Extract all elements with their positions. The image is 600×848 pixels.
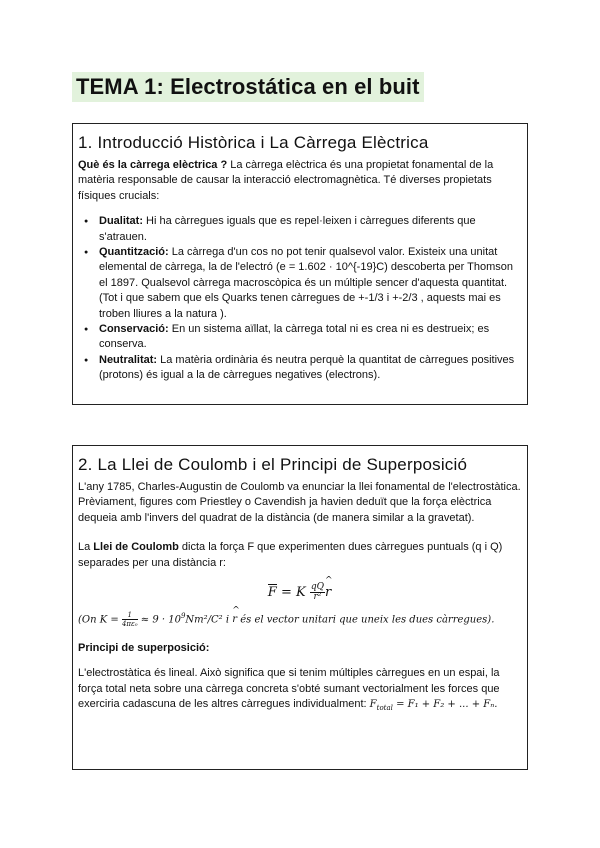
list-item [78,245,521,322]
text-span: L'electrostàtica és lineal. Això significa que si tenim múltiples càrregues en un espai, la força total neta sobre una càrrega concreta s'obté sumant vectorialment les forces que exerciria cadascuna de les altres càrregues individualment: [78,667,500,711]
unit-vector: ^ r [325,585,331,600]
property-text: Hi ha càrregues iguals que es repel·leixen i càrregues diferents que s'atrauen. [99,215,476,243]
note-unit-vector: ^ r [232,612,237,628]
properties-list [78,214,521,383]
fraction-denominator: r² [313,592,322,603]
property-text: En un sistema aïllat, la càrrega total ni es crea ni es destrueix; es conserva. [99,323,490,351]
intro-paragraph [78,158,521,204]
note-text: (On [78,614,100,626]
formula-eq: = K [276,585,306,601]
sum-formula [369,699,498,713]
history-paragraph: L'any 1785, Charles-Augustin de Coulomb va enunciar la llei fonamental de l'electrostàtica. Prèviament, figures com Priestley o Cavendish ja havien deduït que la força elèctrica dequeia amb l'invers del quadrat de la distància (de manera similar a la gravetat). [78,481,521,524]
note-text: i [222,614,233,626]
property-term: Quantització: [99,246,169,259]
note-text: ≈ 9 · 10 [137,614,181,626]
property-text: La càrrega d'un cos no pot tenir qualsevol valor. Existeix una unitat elemental de càrrega, la de l'electró (e = 1.602 · 10^{-19}C) descoberta per Thomson el 1897. Qualsevol càrrega macroscòpica és un múltiple sencer d'aquesta quantitat. (Tot i que sabem que els Quarks tenen càrregues de +-1/3 i +-2/3 , aquests mai es troben lliures a la natura ). [99,246,513,320]
list-item [78,214,521,245]
note-units: Nm²/C² [185,614,223,626]
fraction-numerator: qQ [310,582,324,593]
superposition-heading: Principi de superposició: [78,642,210,655]
formula-fraction [310,583,325,602]
coulomb-paragraph [78,540,521,571]
text-span: La [78,541,94,554]
note-k: K [99,614,108,626]
list-item [78,322,521,353]
property-term: Neutralitat: [99,353,158,366]
note-exponent: 9 [180,612,186,621]
section-heading: 2. La Llei de Coulomb i el Principi de Superposició [78,455,468,474]
superposition-paragraph [78,666,521,716]
fraction-denominator: 4πε₀ [121,620,138,629]
sum-rhs: = F₁ + F₂ + ... + Fₙ. [392,699,498,711]
section-coulomb [72,445,528,770]
note-text: = [107,614,122,626]
coulomb-formula [78,583,521,602]
constant-note [78,608,521,628]
section-introduccio [72,123,528,405]
property-term: Dualitat: [99,215,143,228]
note-fraction [122,611,138,628]
section-heading: 1. Introducció Històrica i La Càrrega Elèctrica [78,133,429,152]
sum-force: F [369,699,377,711]
force-symbol: F [267,585,277,601]
law-name: Llei de Coulomb [93,541,179,554]
fraction-numerator: 1 [122,611,138,620]
intro-text: La càrrega elèctrica és una propietat fonamental de la matèria responsable de causar la interacció electromagnètica. Té diverses propietats físiques crucials: [78,159,494,202]
intro-question: Què és la càrrega elèctrica ? [78,159,228,171]
page-title: TEMA 1: Electrostática en el buit [72,72,424,102]
list-item [78,353,521,384]
property-term: Conservació: [99,323,169,336]
text-span: dicta la força F que experimenten dues càrregues puntuals (q i Q) separades per una distància r: [78,541,503,569]
note-text: és el vector unitari que uneix les dues càrregues). [237,614,495,626]
sum-subscript: total [376,704,393,713]
property-text: La matèria ordinària és neutra perquè la quantitat de càrregues positives (protons) és igual a la de càrregues negatives (electrons). [99,353,515,382]
